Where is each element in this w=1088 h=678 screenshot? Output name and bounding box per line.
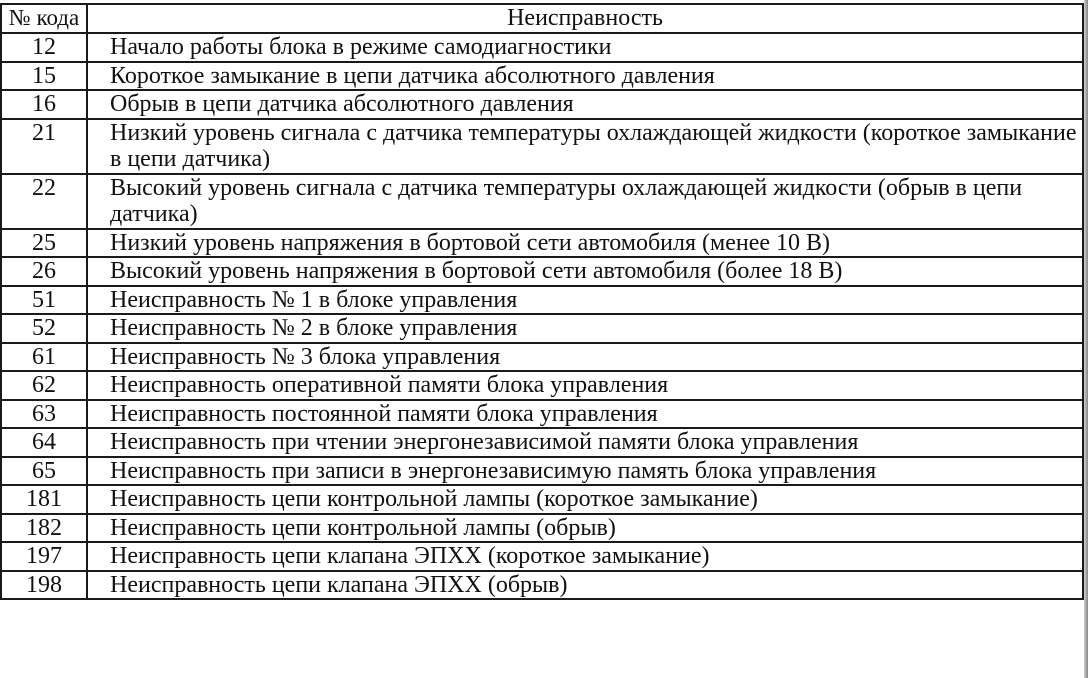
table-body: [1, 33, 1083, 599]
fault-code-cell: 61: [1, 343, 87, 372]
fault-code-cell: 51: [1, 286, 87, 315]
table-row: [1, 428, 1083, 457]
fault-code-cell: 62: [1, 371, 87, 400]
fault-description-cell: Низкий уровень сигнала с датчика температуры охлаждающей жидкости (короткое замыкание в цепи датчика): [87, 119, 1083, 174]
fault-code-cell: 197: [1, 542, 87, 571]
table-row: [1, 33, 1083, 62]
fault-code-cell: 65: [1, 457, 87, 486]
table-row: [1, 371, 1083, 400]
page-edge: [1084, 0, 1088, 678]
fault-description-cell: Неисправность оперативной памяти блока управления: [87, 371, 1083, 400]
fault-code-cell: 26: [1, 257, 87, 286]
fault-description-cell: Обрыв в цепи датчика абсолютного давления: [87, 90, 1083, 119]
fault-description-cell: Неисправность цепи контрольной лампы (обрыв): [87, 514, 1083, 543]
table-row: [1, 400, 1083, 429]
fault-codes-table: [0, 3, 1084, 600]
fault-code-cell: 182: [1, 514, 87, 543]
fault-description-cell: Неисправность цепи контрольной лампы (короткое замыкание): [87, 485, 1083, 514]
fault-code-cell: 12: [1, 33, 87, 62]
table-row: [1, 314, 1083, 343]
table-row: [1, 62, 1083, 91]
table-row: [1, 343, 1083, 372]
fault-description-cell: Неисправность № 2 в блоке управления: [87, 314, 1083, 343]
table-row: [1, 457, 1083, 486]
table-row: [1, 514, 1083, 543]
fault-code-cell: 15: [1, 62, 87, 91]
table-row: [1, 257, 1083, 286]
fault-code-cell: 63: [1, 400, 87, 429]
fault-description-cell: Начало работы блока в режиме самодиагностики: [87, 33, 1083, 62]
table-row: [1, 229, 1083, 258]
table-row: [1, 174, 1083, 229]
fault-description-cell: Неисправность № 3 блока управления: [87, 343, 1083, 372]
fault-description-cell: Короткое замыкание в цепи датчика абсолютного давления: [87, 62, 1083, 91]
fault-code-cell: 16: [1, 90, 87, 119]
table-row: [1, 571, 1083, 600]
header-row: [1, 4, 1083, 33]
fault-code-cell: 64: [1, 428, 87, 457]
fault-description-cell: Неисправность при записи в энергонезависимую память блока управления: [87, 457, 1083, 486]
table-header: [1, 4, 1083, 33]
fault-code-cell: 198: [1, 571, 87, 600]
fault-description-cell: Неисправность цепи клапана ЭПХХ (обрыв): [87, 571, 1083, 600]
fault-code-cell: 22: [1, 174, 87, 229]
header-fault: Неисправность: [87, 4, 1083, 33]
header-code: № кода: [1, 4, 87, 33]
fault-code-cell: 25: [1, 229, 87, 258]
fault-description-cell: Неисправность постоянной памяти блока управления: [87, 400, 1083, 429]
fault-description-cell: Высокий уровень сигнала с датчика температуры охлаждающей жидкости (обрыв в цепи датчика): [87, 174, 1083, 229]
fault-description-cell: Неисправность цепи клапана ЭПХХ (короткое замыкание): [87, 542, 1083, 571]
fault-description-cell: Неисправность № 1 в блоке управления: [87, 286, 1083, 315]
fault-code-cell: 181: [1, 485, 87, 514]
fault-code-cell: 52: [1, 314, 87, 343]
fault-description-cell: Низкий уровень напряжения в бортовой сети автомобиля (менее 10 В): [87, 229, 1083, 258]
table-row: [1, 485, 1083, 514]
table-row: [1, 542, 1083, 571]
fault-code-cell: 21: [1, 119, 87, 174]
fault-description-cell: Высокий уровень напряжения в бортовой сети автомобиля (более 18 В): [87, 257, 1083, 286]
table-row: [1, 90, 1083, 119]
table-row: [1, 119, 1083, 174]
fault-description-cell: Неисправность при чтении энергонезависимой памяти блока управления: [87, 428, 1083, 457]
table-row: [1, 286, 1083, 315]
